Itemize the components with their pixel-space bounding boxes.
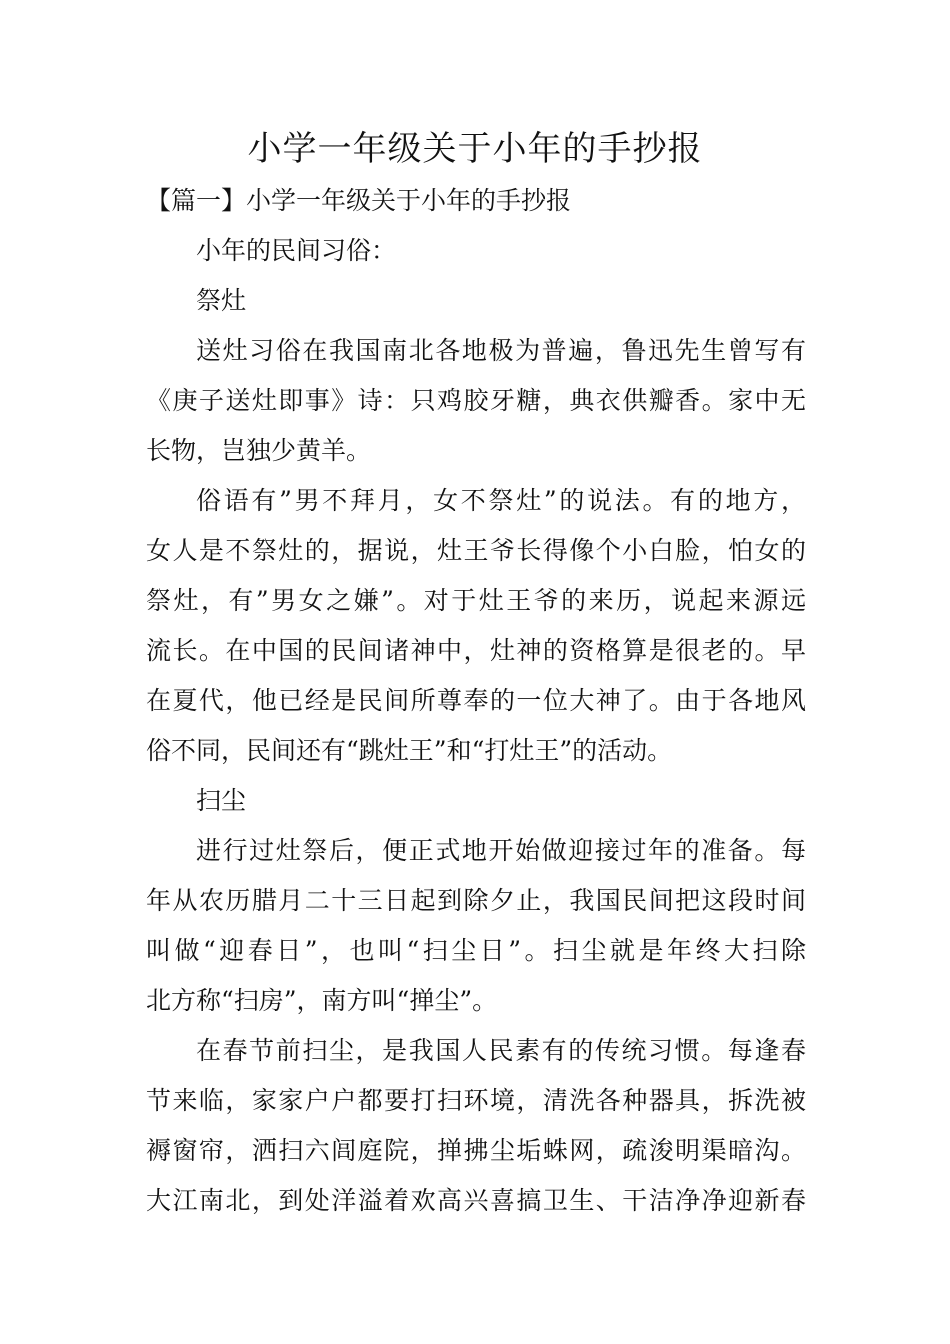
paragraph-line: 叫做“迎春日”，也叫“扫尘日”。扫尘就是年终大扫除 <box>146 936 806 965</box>
paragraph-line: 俗语有”男不拜月，女不祭灶”的说法。有的地方， <box>196 486 806 515</box>
paragraph-line: 年从农历腊月二十三日起到除夕止，我国民间把这段时间 <box>146 886 806 915</box>
paragraph-line: 女人是不祭灶的，据说，灶王爷长得像个小白脸，怕女的 <box>146 536 806 565</box>
subheading-customs: 小年的民间习俗： <box>196 236 397 265</box>
paragraph-line: 流长。在中国的民间诸神中，灶神的资格算是很老的。早 <box>146 636 806 665</box>
paragraph-line: 《庚子送灶即事》诗：只鸡胶牙糖，典衣供瓣香。家中无 <box>146 386 806 415</box>
paragraph-line: 大江南北，到处洋溢着欢高兴喜搞卫生、干洁净净迎新春 <box>146 1186 806 1215</box>
paragraph-line: 褥窗帘，洒扫六闾庭院，掸拂尘垢蛛网，疏浚明渠暗沟。 <box>146 1136 806 1165</box>
section-heading: 【篇一】小学一年级关于小年的手抄报 <box>146 186 572 215</box>
subheading-saochen: 扫尘 <box>196 786 247 815</box>
paragraph-line: 祭灶，有”男女之嫌”。对于灶王爷的来历，说起来源远 <box>146 586 806 615</box>
paragraph-line: 节来临，家家户户都要打扫环境，清洗各种器具，拆洗被 <box>146 1086 806 1115</box>
document-body <box>146 176 806 1226</box>
paragraph-line: 在春节前扫尘，是我国人民素有的传统习惯。每逢春 <box>196 1036 806 1065</box>
paragraph-line: 进行过灶祭后，便正式地开始做迎接过年的准备。每 <box>196 836 806 865</box>
paragraph-line: 北方称“扫房”，南方叫“掸尘”。 <box>146 986 498 1015</box>
subheading-jizao: 祭灶 <box>196 286 247 315</box>
paragraph-line: 在夏代，他已经是民间所尊奉的一位大神了。由于各地风 <box>146 686 806 715</box>
document-title: 小学一年级关于小年的手抄报 <box>247 129 703 169</box>
paragraph-line: 送灶习俗在我国南北各地极为普遍，鲁迅先生曾写有 <box>196 336 806 365</box>
paragraph-line: 长物，岂独少黄羊。 <box>146 436 372 465</box>
paragraph-line: 俗不同，民间还有“跳灶王”和“打灶王”的活动。 <box>146 736 673 765</box>
